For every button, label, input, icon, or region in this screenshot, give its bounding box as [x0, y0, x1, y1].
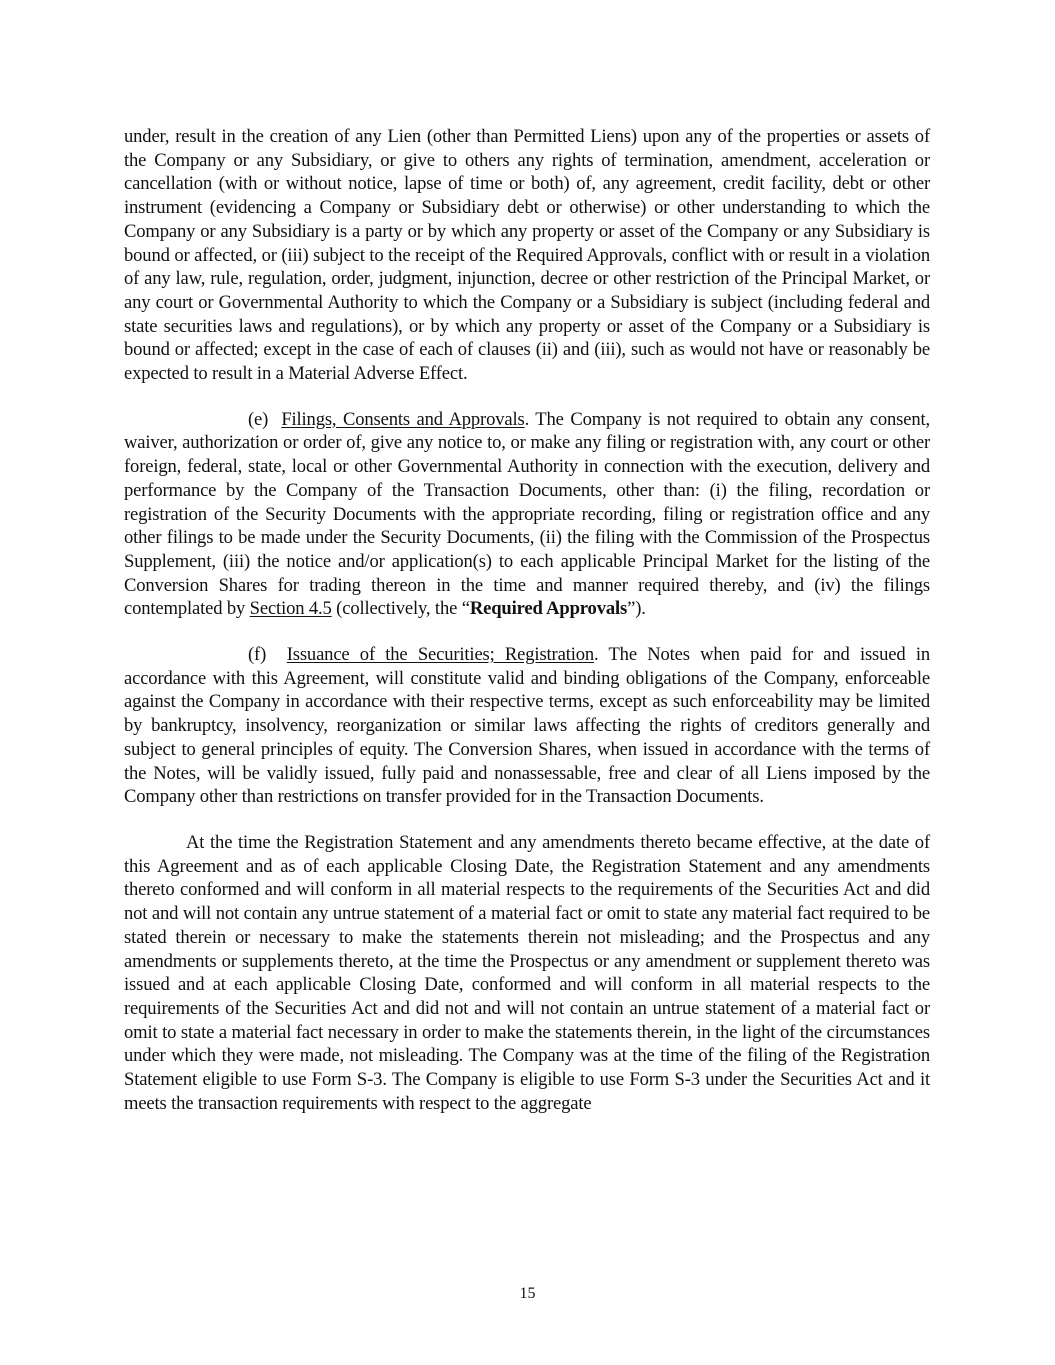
section-f-label: (f): [248, 644, 267, 666]
section-4-5-reference: Section 4.5: [249, 598, 332, 620]
section-e-body: . The Company is not required to obtain any consent, waiver, authorization or order of, give any notice to, or make any filing or registration with, any court or other foreign, federal, state, local or other Governmental Authority in connection with the execution, delivery and performance by the Company of the Transaction Documents, other than: (i) the filing, recordation or registration of the Security Documents with the appropriate recording, filing or registration office and any other filings to be made under the Security Documents, (ii) the filing with the Commission of the Prospectus Supplement, (iii) the notice and/or application(s) to each applicable Principal Market for the listing of the Conversion Shares for trading thereon in the time and manner required thereby, and (iv) the filings contemplated by: [124, 408, 931, 620]
section-e-after-reference: (collectively, the “: [331, 598, 470, 620]
section-e-closing: ”).: [627, 598, 646, 620]
registration-statement-paragraph: At the time the Registration Statement and any amendments thereto became effective, at the date of this Agreement and as of each applicable Closing Date, the Registration Statement and any amendments thereto conformed and will conform in all material respects to the requirements of the Securities Act and did not and will not contain any untrue statement of a material fact or omit to state any material fact required to be stated therein or necessary to make the statements therein not misleading; and the Prospectus and any amendments or supplements thereto, at the time the Prospectus or any amendment or supplement thereto was issued and at each applicable Closing Date, conformed and will conform in all material respects to the requirements of the Securities Act and did not and will not contain an untrue statement of a material fact or omit to state a material fact necessary in order to make the statements therein, in the light of the circumstances under which they were made, not misleading. The Company was at the time of the filing of the Registration Statement eligible to use Form S-3. The Company is eligible to use Form S-3 under the Securities Act and it meets the transaction requirements with respect to the aggregate: [124, 831, 930, 1114]
section-e-paragraph: [124, 408, 930, 621]
required-approvals-term: Required Approvals: [469, 598, 628, 620]
paragraph-continuation: under, result in the creation of any Lien (other than Permitted Liens) upon any of the properties or assets of the Company or any Subsidiary, or give to others any rights of termination, amendment, acceleration or cancellation (with or without notice, lapse of time or both) of, any agreement, credit facility, debt or other instrument (evidencing a Company or Subsidiary debt or otherwise) or other understanding to which the Company or any Subsidiary is a party or by which any property or asset of the Company or any Subsidiary is bound or affected, or (iii) subject to the receipt of the Required Approvals, conflict with or result in a violation of any law, rule, regulation, order, judgment, injunction, decree or other restriction of the Principal Market, or any court or Governmental Authority to which the Company or a Subsidiary is subject (including federal and state securities laws and regulations), or by which any property or asset of the Company or a Subsidiary is bound or affected; except in the case of each of clauses (ii) and (iii), such as would not have or reasonably be expected to result in a Material Adverse Effect.: [124, 126, 930, 385]
section-e-heading: Filings, Consents and Approvals: [281, 408, 525, 430]
page-number: 15: [519, 1285, 536, 1302]
section-f-body: . The Notes when paid for and issued in accordance with this Agreement, will constitute valid and binding obligations of the Company, enforceable against the Company in accordance with their respective terms, except as such enforceability may be limited by bankruptcy, insolvency, reorganization or similar laws affecting the rights of creditors generally and subject to general principles of equity. The Conversion Shares, when issued in accordance with the terms of the Notes, will be validly issued, fully paid and nonassessable, free and clear of all Liens imposed by the Company other than restrictions on transfer provided for in the Transaction Documents.: [124, 644, 930, 808]
section-f-paragraph: [124, 643, 930, 809]
section-f-heading: Issuance of the Securities; Registration: [286, 644, 595, 666]
section-e-label: (e): [248, 408, 269, 430]
document-page: [124, 125, 930, 1115]
